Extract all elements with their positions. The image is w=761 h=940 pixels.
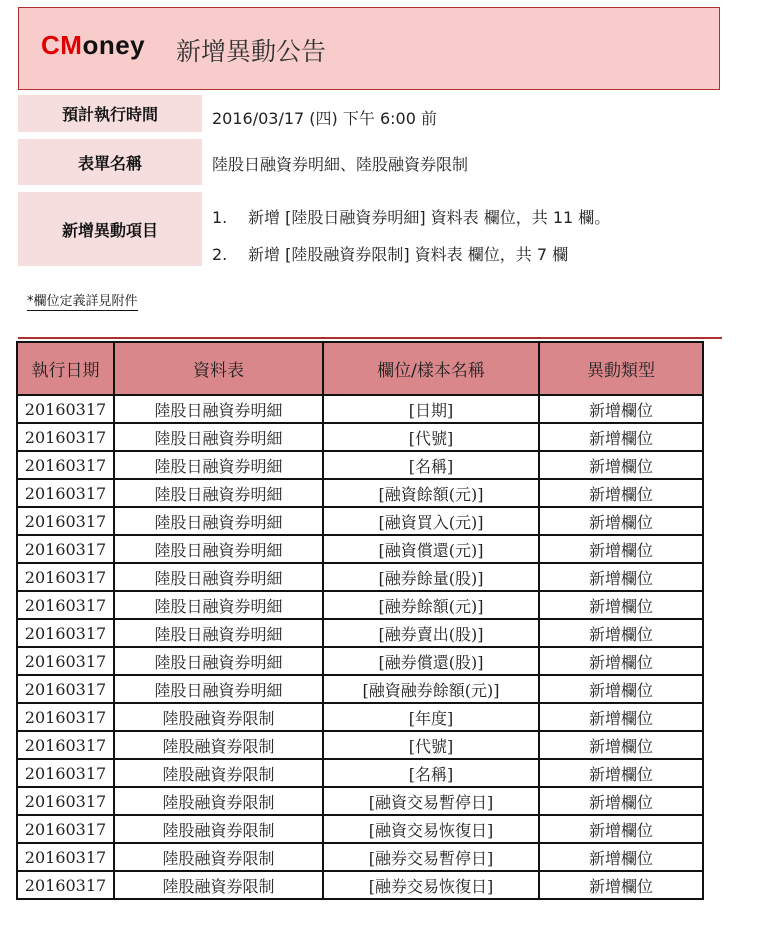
cell-date: 20160317 <box>17 507 114 535</box>
table-row <box>17 451 703 479</box>
cell-change-type: 新增欄位 <box>539 423 703 451</box>
change-item-number: 2. <box>212 245 228 264</box>
table-row <box>17 647 703 675</box>
cell-field-name: [融券餘量(股)] <box>323 563 539 591</box>
cell-date: 20160317 <box>17 815 114 843</box>
cell-date: 20160317 <box>17 731 114 759</box>
cell-date: 20160317 <box>17 843 114 871</box>
cell-date: 20160317 <box>17 703 114 731</box>
table-row <box>17 703 703 731</box>
table-row <box>17 731 703 759</box>
column-header-field: 欄位/樣本名稱 <box>323 342 539 395</box>
cell-table-name: 陸股日融資券明細 <box>114 675 323 703</box>
cell-date: 20160317 <box>17 759 114 787</box>
cell-change-type: 新增欄位 <box>539 563 703 591</box>
table-header-row <box>17 342 703 395</box>
change-item <box>212 242 568 265</box>
cell-field-name: [融券交易恢復日] <box>323 871 539 899</box>
exec-time-label: 預計執行時間 <box>18 95 202 132</box>
cell-change-type: 新增欄位 <box>539 815 703 843</box>
change-item-number: 1. <box>212 208 228 227</box>
logo-black-part: oney <box>82 30 146 60</box>
cell-field-name: [名稱] <box>323 759 539 787</box>
cell-change-type: 新增欄位 <box>539 731 703 759</box>
table-row <box>17 871 703 899</box>
cell-table-name: 陸股日融資券明細 <box>114 479 323 507</box>
table-row <box>17 423 703 451</box>
table-row <box>17 479 703 507</box>
table-row <box>17 815 703 843</box>
cell-field-name: [代號] <box>323 423 539 451</box>
table-body <box>17 395 703 899</box>
cell-table-name: 陸股日融資券明細 <box>114 507 323 535</box>
table-row <box>17 563 703 591</box>
column-header-table: 資料表 <box>114 342 323 395</box>
change-item-text: 新增 [陸股日融資券明細] 資料表 欄位，共 11 欄。 <box>248 208 611 227</box>
cell-date: 20160317 <box>17 395 114 423</box>
cell-change-type: 新增欄位 <box>539 759 703 787</box>
cell-change-type: 新增欄位 <box>539 451 703 479</box>
cell-table-name: 陸股日融資券明細 <box>114 395 323 423</box>
logo-red-part: CM <box>41 30 83 60</box>
announcement-header <box>18 7 720 90</box>
cell-field-name: [融券償還(股)] <box>323 647 539 675</box>
cell-table-name: 陸股融資券限制 <box>114 731 323 759</box>
cell-field-name: [融資融券餘額(元)] <box>323 675 539 703</box>
cell-table-name: 陸股融資券限制 <box>114 703 323 731</box>
cell-change-type: 新增欄位 <box>539 507 703 535</box>
change-item <box>212 205 610 228</box>
table-row <box>17 843 703 871</box>
cell-date: 20160317 <box>17 619 114 647</box>
cell-change-type: 新增欄位 <box>539 871 703 899</box>
cell-table-name: 陸股日融資券明細 <box>114 423 323 451</box>
cell-change-type: 新增欄位 <box>539 479 703 507</box>
cell-table-name: 陸股融資券限制 <box>114 787 323 815</box>
cell-date: 20160317 <box>17 535 114 563</box>
table-row <box>17 619 703 647</box>
cell-change-type: 新增欄位 <box>539 675 703 703</box>
cell-table-name: 陸股日融資券明細 <box>114 535 323 563</box>
cell-field-name: [年度] <box>323 703 539 731</box>
attachment-note: *欄位定義詳見附件 <box>27 294 138 309</box>
cell-date: 20160317 <box>17 423 114 451</box>
cell-field-name: [融券交易暫停日] <box>323 843 539 871</box>
cell-field-name: [代號] <box>323 731 539 759</box>
cell-date: 20160317 <box>17 787 114 815</box>
cell-date: 20160317 <box>17 647 114 675</box>
section-divider <box>18 337 722 339</box>
cell-change-type: 新增欄位 <box>539 591 703 619</box>
table-row <box>17 675 703 703</box>
cell-field-name: [名稱] <box>323 451 539 479</box>
cell-date: 20160317 <box>17 871 114 899</box>
cell-change-type: 新增欄位 <box>539 843 703 871</box>
cell-table-name: 陸股融資券限制 <box>114 759 323 787</box>
cell-date: 20160317 <box>17 591 114 619</box>
cell-field-name: [日期] <box>323 395 539 423</box>
cell-date: 20160317 <box>17 479 114 507</box>
cell-change-type: 新增欄位 <box>539 787 703 815</box>
cell-field-name: [融券賣出(股)] <box>323 619 539 647</box>
column-header-date: 執行日期 <box>17 342 114 395</box>
cmoney-logo <box>41 30 145 61</box>
change-item-text: 新增 [陸股融資券限制] 資料表 欄位，共 7 欄 <box>248 245 569 264</box>
cell-table-name: 陸股日融資券明細 <box>114 451 323 479</box>
column-header-type: 異動類型 <box>539 342 703 395</box>
table-row <box>17 591 703 619</box>
table-row <box>17 759 703 787</box>
table-row <box>17 507 703 535</box>
cell-table-name: 陸股融資券限制 <box>114 843 323 871</box>
exec-time-value: 2016/03/17 (四) 下午 6:00 前 <box>212 109 437 128</box>
cell-change-type: 新增欄位 <box>539 619 703 647</box>
page-title: 新增異動公告 <box>176 37 327 66</box>
cell-change-type: 新增欄位 <box>539 703 703 731</box>
cell-field-name: [融資交易暫停日] <box>323 787 539 815</box>
cell-date: 20160317 <box>17 675 114 703</box>
cell-field-name: [融資交易恢復日] <box>323 815 539 843</box>
cell-table-name: 陸股日融資券明細 <box>114 591 323 619</box>
cell-table-name: 陸股日融資券明細 <box>114 563 323 591</box>
cell-table-name: 陸股融資券限制 <box>114 815 323 843</box>
form-name-label: 表單名稱 <box>18 139 202 185</box>
table-row <box>17 395 703 423</box>
change-table <box>16 341 704 900</box>
cell-field-name: [融資餘額(元)] <box>323 479 539 507</box>
cell-field-name: [融券餘額(元)] <box>323 591 539 619</box>
table-row <box>17 787 703 815</box>
cell-table-name: 陸股日融資券明細 <box>114 619 323 647</box>
form-name-value: 陸股日融資券明細、陸股融資券限制 <box>212 155 469 174</box>
cell-table-name: 陸股日融資券明細 <box>114 647 323 675</box>
cell-change-type: 新增欄位 <box>539 535 703 563</box>
cell-change-type: 新增欄位 <box>539 647 703 675</box>
cell-date: 20160317 <box>17 451 114 479</box>
cell-field-name: [融資償還(元)] <box>323 535 539 563</box>
cell-table-name: 陸股融資券限制 <box>114 871 323 899</box>
cell-change-type: 新增欄位 <box>539 395 703 423</box>
table-row <box>17 535 703 563</box>
cell-field-name: [融資買入(元)] <box>323 507 539 535</box>
items-label: 新增異動項目 <box>18 192 202 266</box>
cell-date: 20160317 <box>17 563 114 591</box>
